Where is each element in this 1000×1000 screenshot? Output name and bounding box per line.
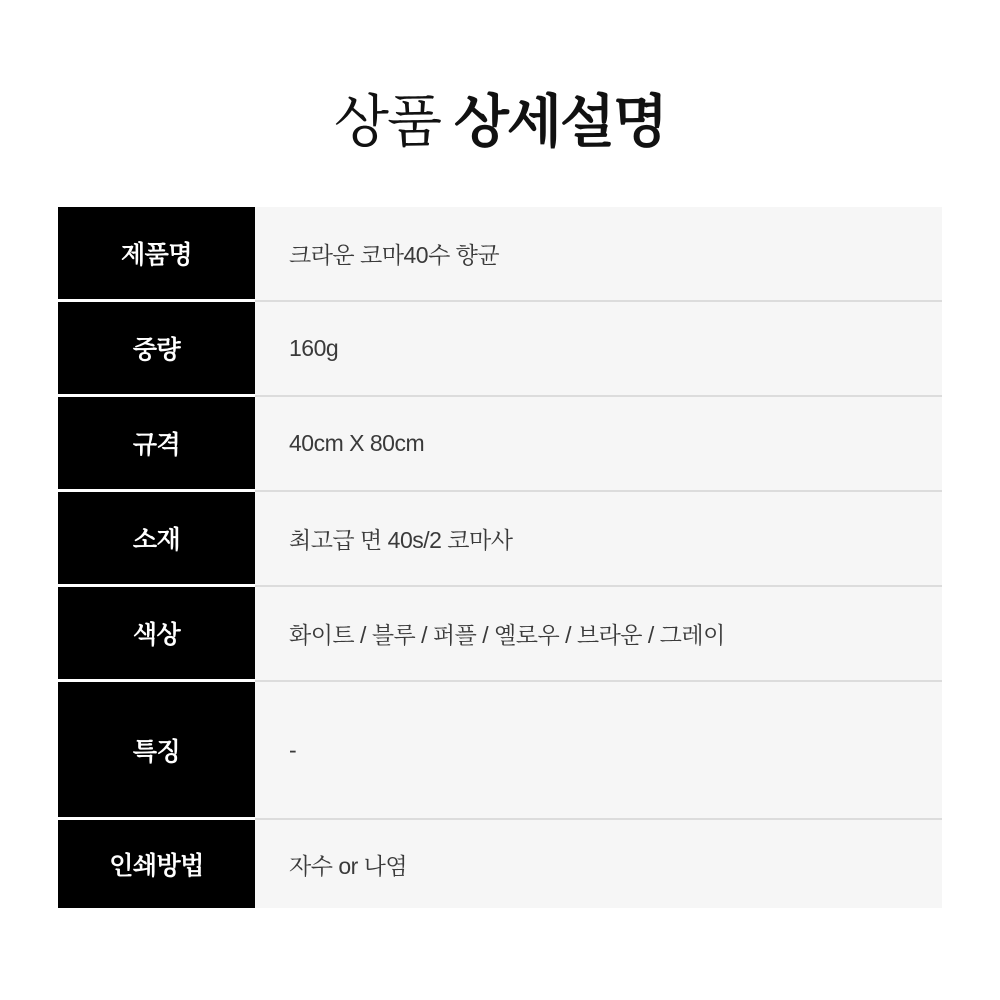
product-spec-table <box>58 207 942 908</box>
row-value: 40cm X 80cm <box>255 397 942 492</box>
row-label: 규격 <box>58 397 255 492</box>
table-row-size <box>58 397 942 492</box>
row-value: 화이트 / 블루 / 퍼플 / 옐로우 / 브라운 / 그레이 <box>255 587 942 682</box>
row-value: 크라운 코마40수 향균 <box>255 207 942 302</box>
row-label: 특징 <box>58 682 255 820</box>
table-row-weight <box>58 302 942 397</box>
page-title-regular: 상품 <box>333 90 454 154</box>
row-label: 제품명 <box>58 207 255 302</box>
row-label: 중량 <box>58 302 255 397</box>
row-value: - <box>255 682 942 820</box>
row-label: 색상 <box>58 587 255 682</box>
row-value: 자수 or 나염 <box>255 820 942 908</box>
table-row-feature <box>58 682 942 820</box>
row-value: 160g <box>255 302 942 397</box>
row-label: 소재 <box>58 492 255 587</box>
table-row-material <box>58 492 942 587</box>
table-row-color <box>58 587 942 682</box>
table-row-print-method <box>58 820 942 908</box>
page-title-bold: 상세설명 <box>453 90 667 154</box>
table-row-product-name <box>58 207 942 302</box>
row-value: 최고급 면 40s/2 코마사 <box>255 492 942 587</box>
page-title <box>0 82 1000 162</box>
row-label: 인쇄방법 <box>58 820 255 908</box>
